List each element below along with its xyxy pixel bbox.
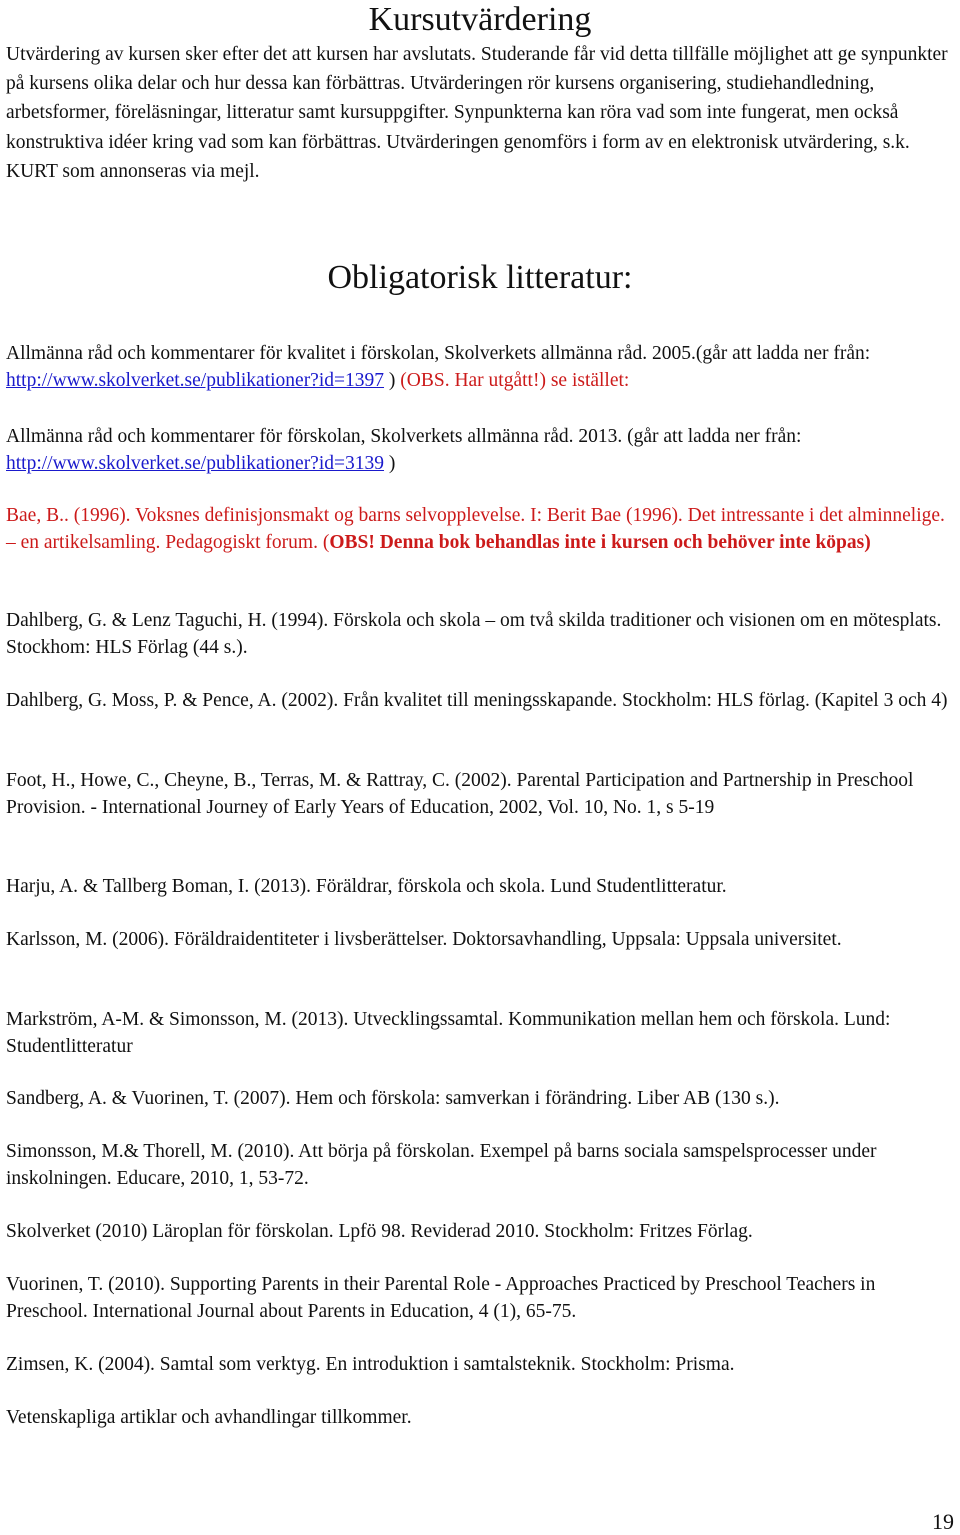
reference-1 xyxy=(6,341,956,394)
reference-9: Markström, A-M. & Simonsson, M. (2013). Utvecklingssamtal. Kommunikation mellan hem och förskola. Lund: Studentlitteratur xyxy=(6,1009,891,1057)
reference-1-after: ) xyxy=(384,369,401,391)
reference-1-text: Allmänna råd och kommentarer för kvalitet i förskolan, Skolverkets allmänna råd. 2005.(går att ladda ner från: xyxy=(6,343,871,364)
reference-2 xyxy=(6,424,956,477)
reference-11: Simonsson, M.& Thorell, M. (2010). Att börja på förskolan. Exempel på barns sociala samspelsprocesser under inskolningen. Educare, 2010, 1, 53-72. xyxy=(6,1141,877,1189)
reference-14: Zimsen, K. (2004). Samtal som verktyg. En introduktion i samtalsteknik. Stockholm: Prisma. xyxy=(6,1354,735,1375)
reference-2-link[interactable]: http://www.skolverket.se/publikationer?id=3139 xyxy=(6,452,385,474)
reference-2-text: Allmänna råd och kommentarer för förskolan, Skolverkets allmänna råd. 2013. (går att ladda ner från: xyxy=(6,426,802,447)
reference-7: Harju, A. & Tallberg Boman, I. (2013). Föräldrar, förskola och skola. Lund Studentlitteratur. xyxy=(6,876,727,897)
reference-3-author: Bae, B.. (1996). xyxy=(6,505,136,526)
reference-15: Vetenskapliga artiklar och avhandlingar tillkommer. xyxy=(6,1407,412,1428)
page-number: 19 xyxy=(932,1509,954,1534)
reference-4: Dahlberg, G. & Lenz Taguchi, H. (1994). Förskola och skola – om två skilda traditioner och visionen om en mötesplats. Stockhom: HLS Förlag (44 s.). xyxy=(6,610,942,658)
reference-3-note: OBS! Denna bok behandlas inte i kursen och behöver inte köpas) xyxy=(329,531,871,553)
reference-3 xyxy=(6,503,956,556)
reference-2-after: ) xyxy=(384,452,396,474)
reference-6: Foot, H., Howe, C., Cheyne, B., Terras, M. & Rattray, C. (2002). Parental Participation and Partnership in Preschool Provision. - International Journey of Early Years of Education, 2002, Vol. 10, No. 1, s 5-19 xyxy=(6,770,914,818)
reference-3-title: Voksnes definisjonsmakt og barns selvopplevelse. I: Berit Bae (1996). Det intressante i det alminnelige. – en artikelsamling. Pedagogiskt forum. ( xyxy=(6,505,945,553)
reference-10: Sandberg, A. & Vuorinen, T. (2007). Hem och förskola: samverkan i förändring. Liber AB (130 s.). xyxy=(6,1088,780,1109)
reference-8: Karlsson, M. (2006). Föräldraidentiteter i livsberättelser. Doktorsavhandling, Uppsala: Uppsala universitet. xyxy=(6,929,842,950)
reference-12: Skolverket (2010) Läroplan för förskolan. Lpfö 98. Reviderad 2010. Stockholm: Fritzes Förlag. xyxy=(6,1221,753,1242)
reference-1-note: (OBS. Har utgått!) se istället: xyxy=(400,369,630,391)
reference-5: Dahlberg, G. Moss, P. & Pence, A. (2002). Från kvalitet till meningsskapande. Stockholm: HLS förlag. (Kapitel 3 och 4) xyxy=(6,690,948,711)
page-title: Kursutvärdering xyxy=(368,1,592,38)
reference-1-link[interactable]: http://www.skolverket.se/publikationer?id=1397 xyxy=(6,369,385,391)
intro-paragraph: Utvärdering av kursen sker efter det att kursen har avslutats. Studerande får vid detta tillfälle möjlighet att ge synpunkter på kursens olika delar och hur dessa kan förbättras. Utvärderingen rör kursens organisering, studiehandledning, arbetsformer, föreläsningar, litteratur samt kursuppgifter. Synpunkterna kan röra vad som inte fungerat, men också konstruktiva idéer kring vad som kan förbättras. Utvärderingen genomförs i form av en elektronisk utvärdering, s.k. KURT som annonseras via mejl. xyxy=(6,44,948,182)
reference-13: Vuorinen, T. (2010). Supporting Parents in their Parental Role - Approaches Practiced by Preschool Teachers in Preschool. International Journal about Parents in Education, 4 (1), 65-75. xyxy=(6,1274,876,1322)
section-heading: Obligatorisk litteratur: xyxy=(327,259,633,296)
